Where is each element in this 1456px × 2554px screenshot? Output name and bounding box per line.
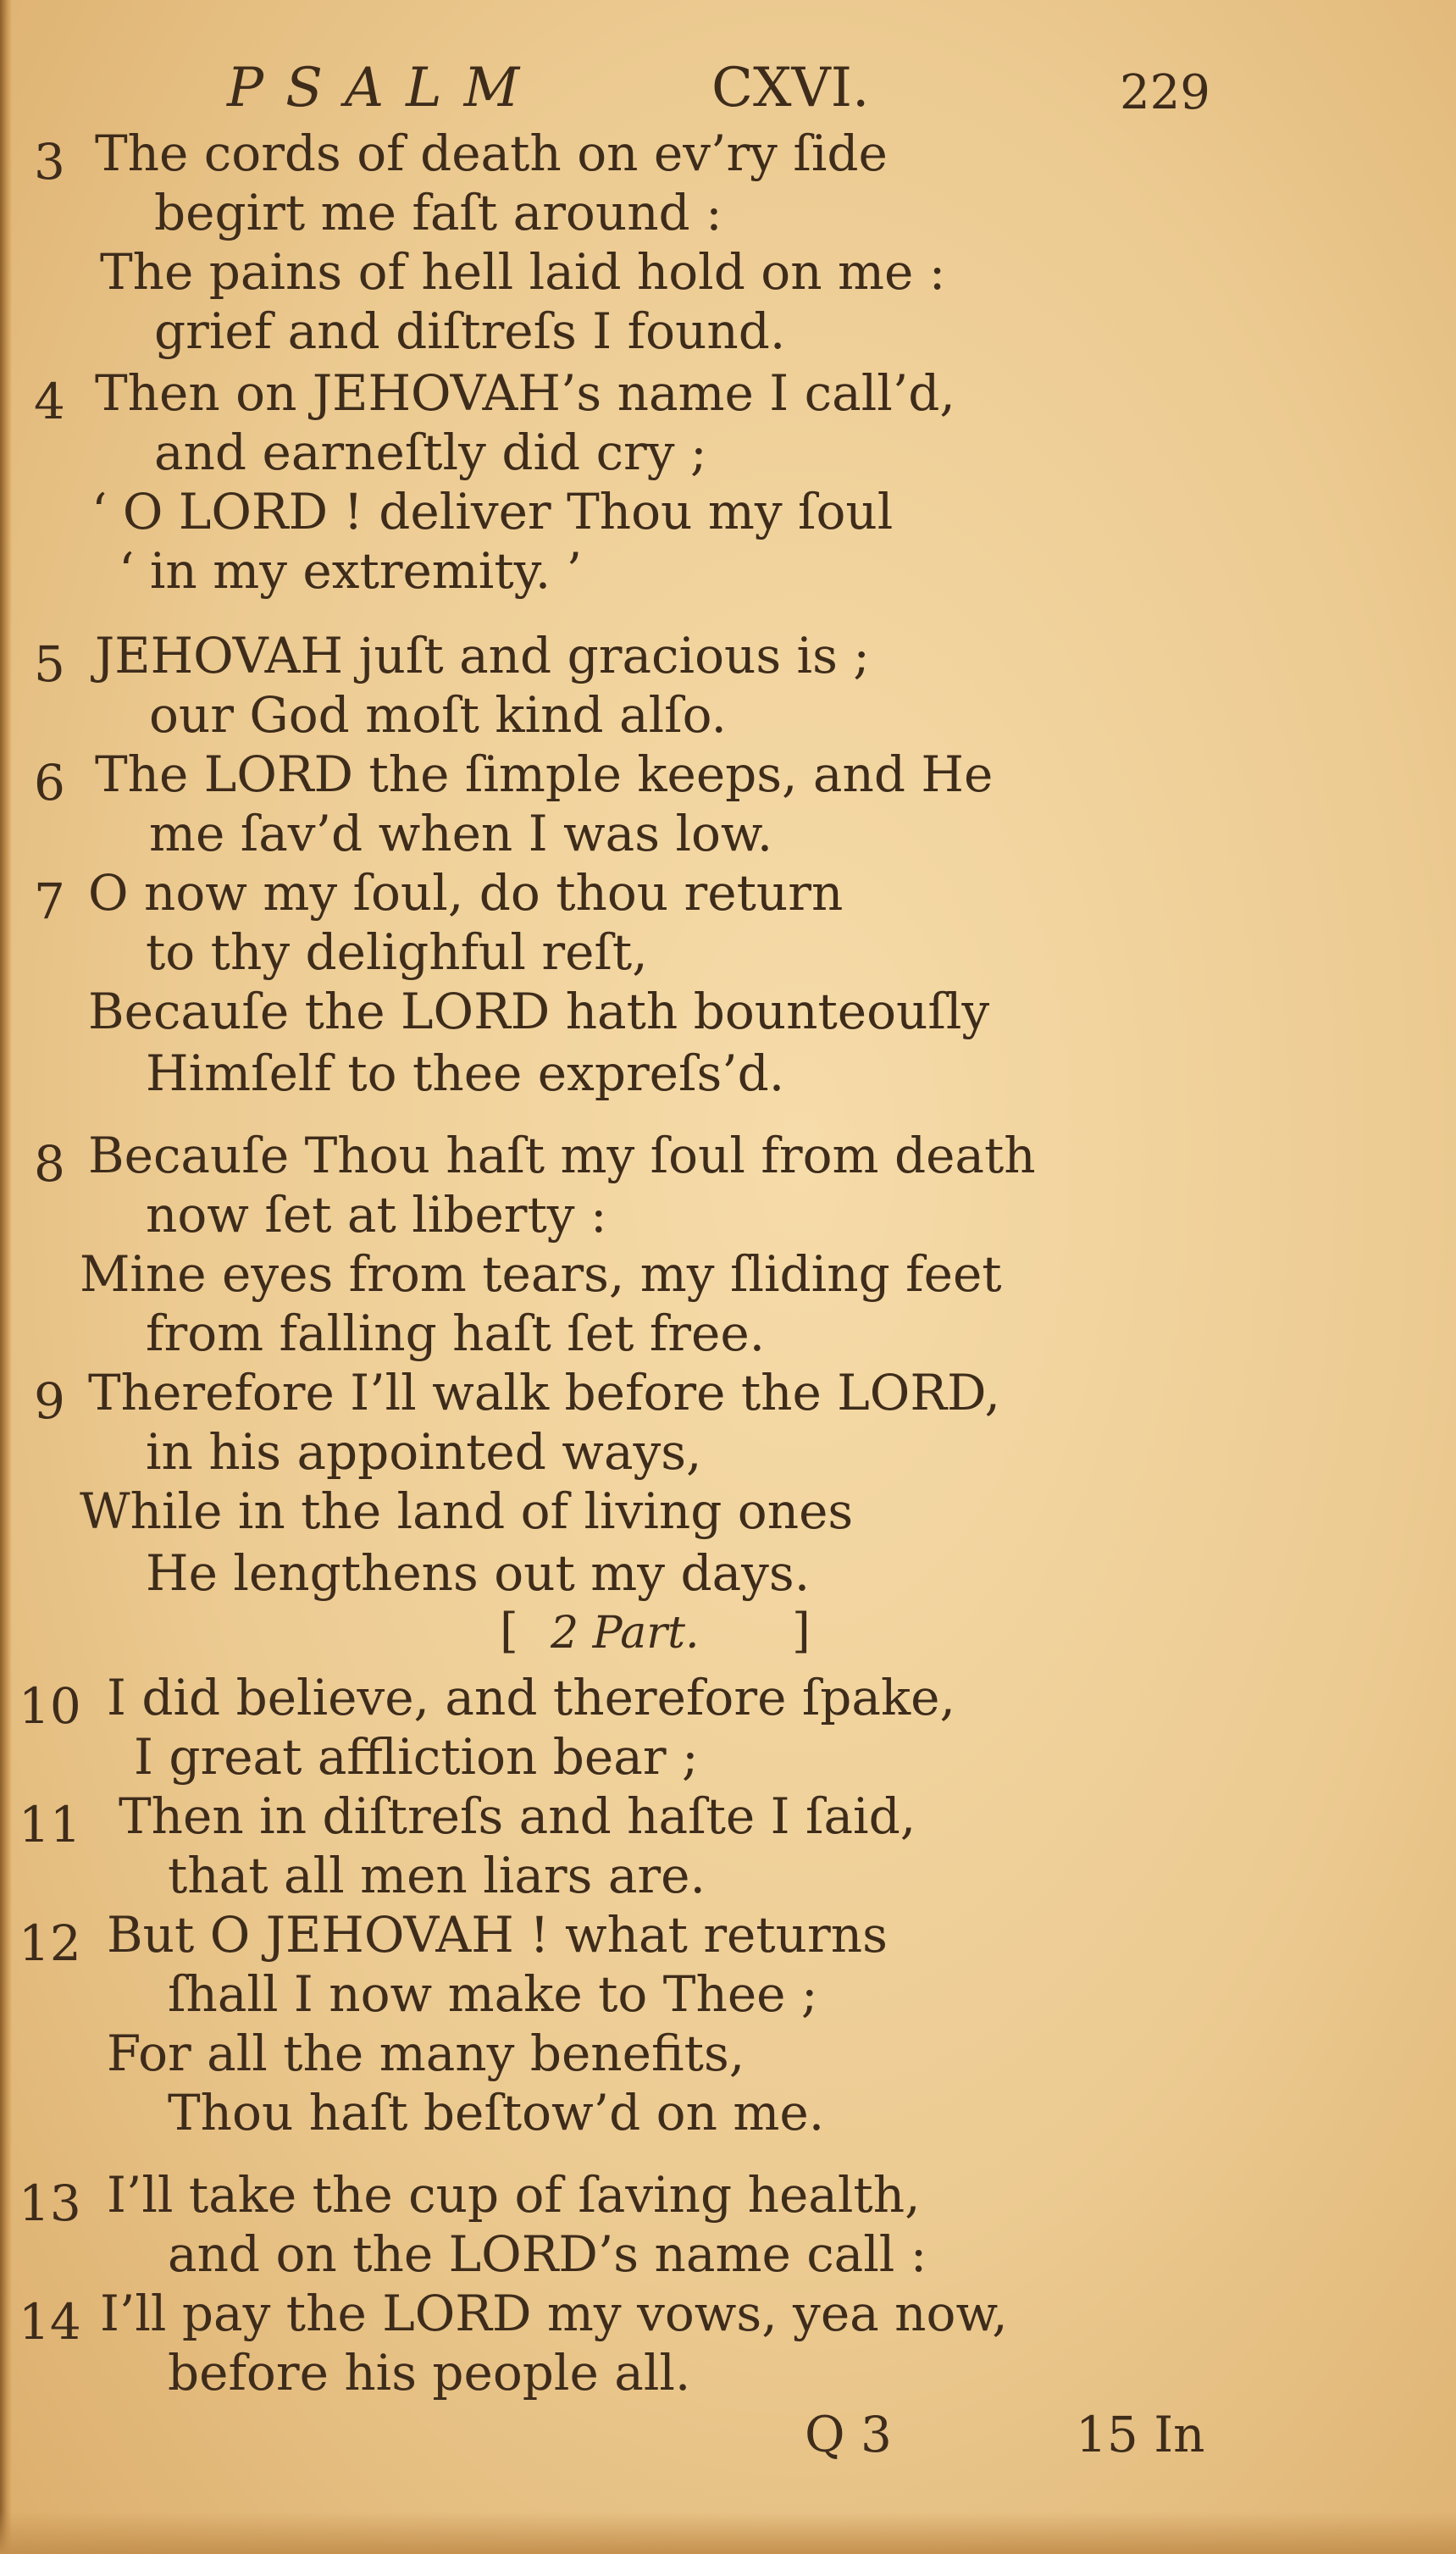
verse-line: me ſav’d when I was low. [149,805,773,862]
verse-line: He lengthens out my days. [146,1544,811,1602]
verse-line: and on the LORD’s name call : [168,2225,927,2283]
verse-line: ſhall I now make to Thee ; [168,1965,818,2023]
verse-number: 11 [19,1796,81,1853]
verse-line: I great affliction bear ; [134,1728,699,1786]
verse-line: ‘ O LORD ! deliver Thou my ſoul [91,483,894,540]
verse-line: in his appointed ways, [146,1423,702,1481]
verse-number: 3 [34,133,65,191]
verse-line: While in the land of living ones [80,1482,854,1540]
verse-number: 12 [19,1914,81,1972]
verse-line: Then in diſtreſs and haſte I ſaid, [119,1787,916,1845]
part-bracket-close: ] [792,1604,811,1659]
verse-number: 4 [34,373,65,430]
verse-line: and earneſtly did cry ; [154,424,707,481]
verse-line: ‘ in my extremity. ’ [119,542,583,600]
verse-line: our God moſt kind alſo. [149,686,727,744]
catchword: 15 In [1076,2406,1205,2463]
part-label: 2 Part. [551,1608,700,1659]
verse-line: now ſet at liberty : [146,1186,607,1244]
verse-number: 7 [34,873,65,930]
verse-number: 14 [19,2293,81,2351]
verse-line: before his people all. [168,2344,691,2402]
verse-line: For all the many benefits, [107,2025,745,2082]
verse-line: The LORD the ſimple keeps, and He [95,745,994,803]
verse-number: 8 [34,1135,65,1193]
verse-line: that all men liars are. [168,1847,706,1904]
verse-line: JEHOVAH juſt and gracious is ; [95,627,870,684]
verse-line: O now my ſoul, do thou return [88,864,844,922]
verse-line: grief and diſtreſs I found. [154,302,786,360]
running-head-psalm: PSALM [227,57,542,119]
verse-line: I did believe, and therefore ſpake, [107,1669,955,1726]
verse-line: Then on JEHOVAH’s name I call’d, [95,364,955,422]
page-bottom-edge [0,2512,1456,2554]
verse-number: 13 [19,2175,81,2232]
verse-line: Thou haſt beſtow’d on me. [168,2084,825,2141]
verse-line: begirt me faſt around : [154,184,722,241]
verse-line: I’ll pay the LORD my vows, yea now, [100,2285,1008,2342]
running-head-number: CXVI. [711,57,870,119]
verse-number: 6 [34,754,65,812]
verse-line: Therefore I’ll walk before the LORD, [88,1364,1000,1421]
verse-line: Becauſe the LORD hath bounteouſly [88,983,990,1040]
verse-line: But O JEHOVAH ! what returns [107,1906,888,1964]
verse-number: 5 [34,635,65,693]
page-number: 229 [1120,65,1210,120]
verse-line: I’ll take the cup of ſaving health, [107,2166,921,2224]
verse-line: Himſelf to thee expreſs’d. [146,1044,785,1102]
signature-mark: Q 3 [805,2406,892,2463]
verse-line: The pains of hell laid hold on me : [100,243,946,301]
verse-line: The cords of death on ev’ry ſide [95,125,888,182]
verse-line: to thy delighful reſt, [146,923,648,981]
verse-line: Mine eyes from tears, my ſliding feet [80,1245,1002,1303]
verse-number: 10 [19,1677,81,1735]
part-bracket-open: [ [500,1604,518,1659]
verse-number: 9 [34,1372,65,1430]
verse-line: Becauſe Thou haſt my ſoul from death [88,1127,1036,1184]
page-gutter-shadow [0,0,12,2554]
verse-line: from falling haſt ſet free. [146,1305,766,1362]
